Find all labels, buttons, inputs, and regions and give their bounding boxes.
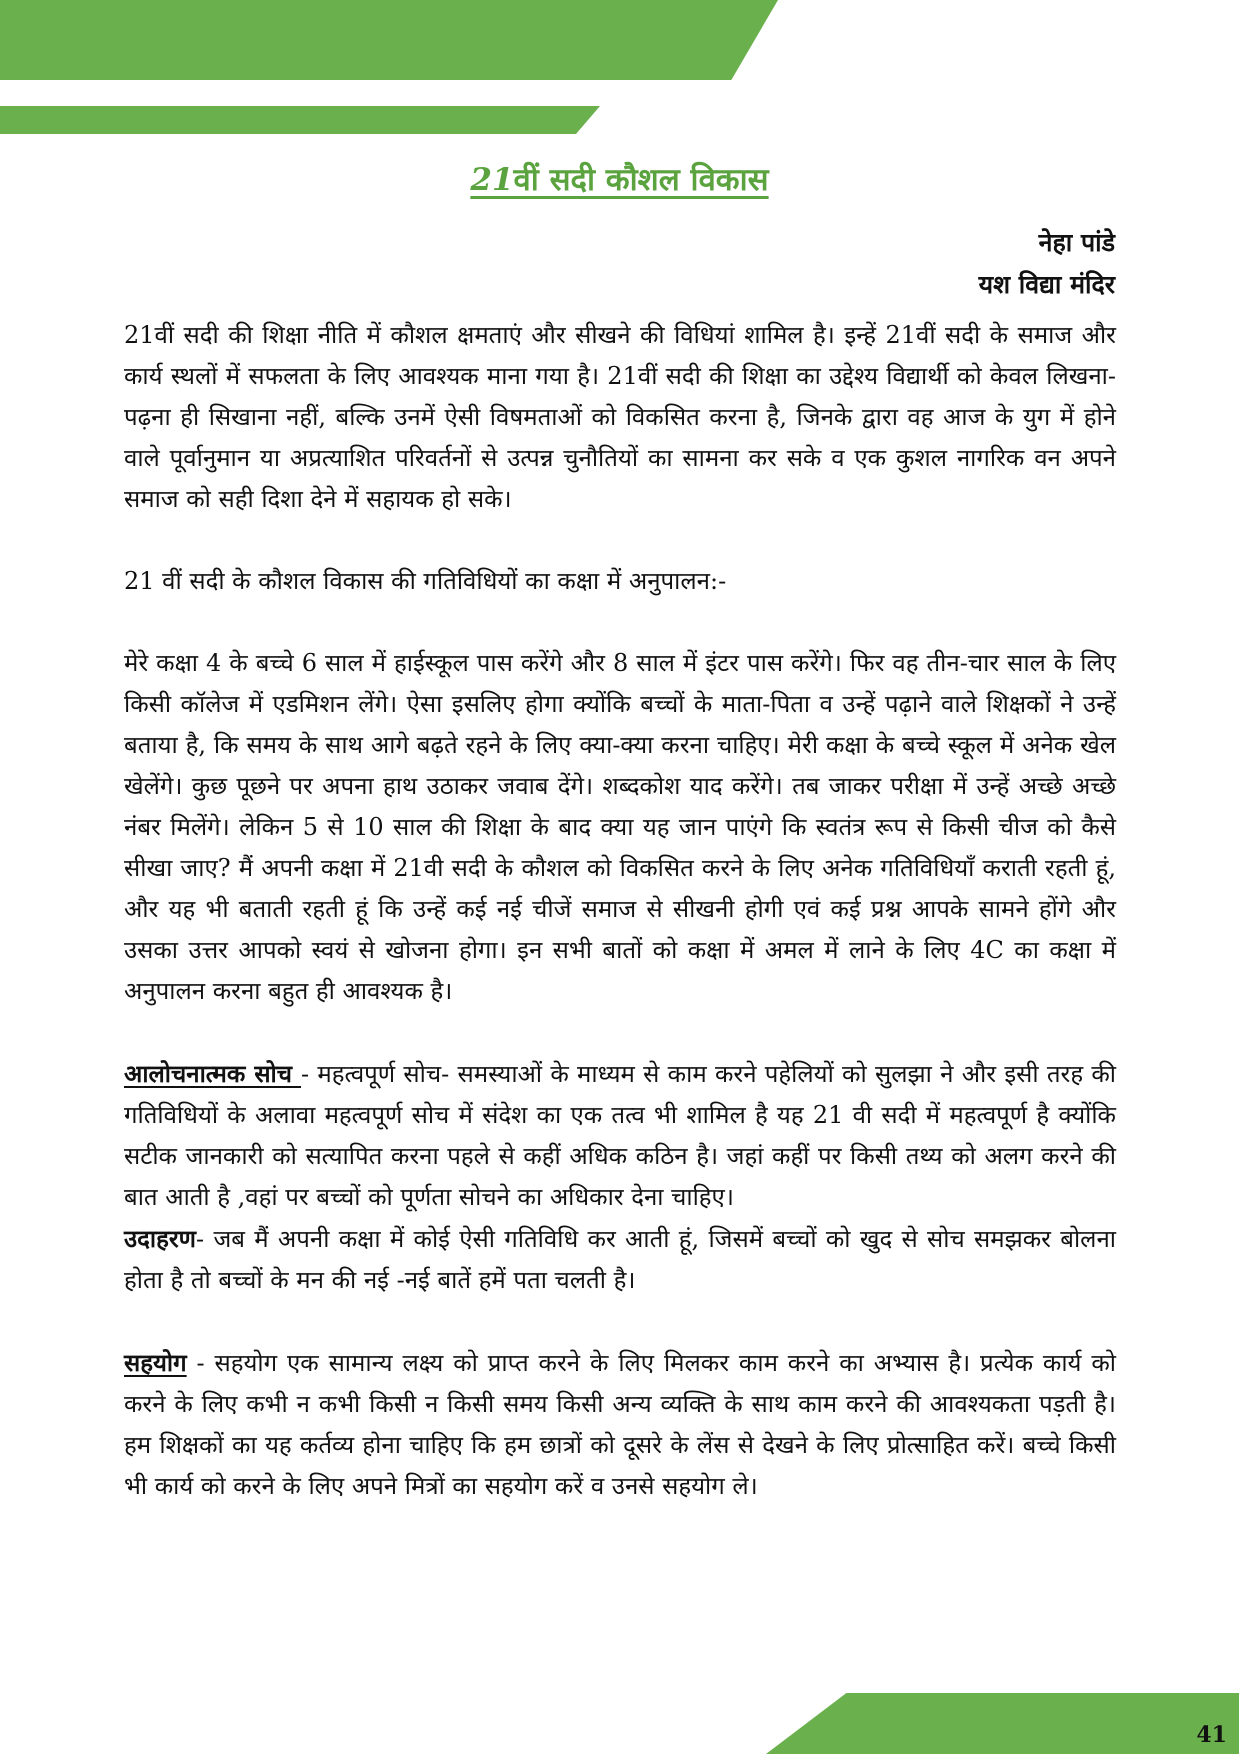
header-band-secondary: [0, 106, 600, 134]
header-band-top: [0, 0, 778, 80]
title-number: 21: [470, 162, 514, 198]
paragraph-gap: [124, 1301, 1116, 1342]
author-school: यश विद्या मंदिर: [978, 270, 1115, 299]
paragraph-gap: [124, 520, 1116, 561]
critical-thinking-term: आलोचनात्मक सोच: [124, 1059, 301, 1088]
example-term: उदाहरण: [124, 1224, 197, 1253]
author-name: नेहा पांडे: [1038, 228, 1115, 257]
author-block: [979, 222, 1115, 306]
example-text: - जब मैं अपनी कक्षा में कोई ऐसी गतिविधि कर आती हूं, जिसमें बच्चों को खुद से सोच समझकर बोलना होता है तो बच्चों के मन की नई -नई बातें हमें पता चलती है।: [124, 1225, 1116, 1294]
page-number: 41: [1196, 1722, 1227, 1748]
subheading: 21 वीं सदी के कौशल विकास की गतिविधियों का कक्षा में अनुपालन:-: [124, 567, 727, 595]
article-body: [124, 315, 1116, 1507]
example-paragraph: [124, 1218, 1116, 1301]
collaboration-text: - सहयोग एक सामान्य लक्ष्य को प्राप्त करने के लिए मिलकर काम करने का अभ्यास है। प्रत्येक कार्य को करने के लिए कभी न कभी किसी न किसी समय किसी अन्य व्यक्ति के साथ काम करने की आवश्यकता पड़ती है। हम शिक्षकों का यह कर्तव्य होना चाहिए कि हम छात्रों को दूसरे के लेंस से देखने के लिए प्रोत्साहित करें। बच्चे किसी भी कार्य को करने के लिए अपने मित्रों का सहयोग करें व उनसे सहयोग ले।: [124, 1349, 1116, 1500]
intro-paragraph: 21वीं सदी की शिक्षा नीति में कौशल क्षमताएं और सीखने की विधियां शामिल है। इन्हें 21वीं सदी के समाज और कार्य स्थलों में सफलता के लिए आवश्यक माना गया है। 21वीं सदी की शिक्षा का उद्देश्य विद्यार्थी को केवल लिखना-पढ़ना ही सिखाना नहीं, बल्कि उनमें ऐसी विषमताओं को विकसित करना है, जिनके द्वारा वह आज के युग में होने वाले पूर्वानुमान या अप्रत्याशित परिवर्तनों से उत्पन्न चुनौतियों का सामना कर सके व एक कुशल नागरिक वन अपने समाज को सही दिशा देने में सहायक हो सके।: [124, 321, 1116, 513]
classroom-paragraph: मेरे कक्षा 4 के बच्चे 6 साल में हाईस्कूल पास करेंगे और 8 साल में इंटर पास करेंगे। फिर वह तीन-चार साल के लिए किसी कॉलेज में एडमिशन लेंगे। ऐसा इसलिए होगा क्योंकि बच्चों के माता-पिता व उन्हें पढ़ाने वाले शिक्षकों ने उन्हें बताया है, कि समय के साथ आगे बढ़ते रहने के लिए क्या-क्या करना चाहिए। मेरी कक्षा के बच्चे स्कूल में अनेक खेल खेलेंगे। कुछ पूछने पर अपना हाथ उठाकर जवाब देंगे। शब्दकोश याद करेंगे। तब जाकर परीक्षा में उन्हें अच्छे अच्छे नंबर मिलेंगे। लेकिन 5 से 10 साल की शिक्षा के बाद क्या यह जान पाएंगे कि स्वतंत्र रूप से किसी चीज को कैसे सीखा जाए? मैं अपनी कक्षा में 21वी सदी के कौशल को विकसित करने के लिए अनेक गतिविधियाँ कराती रहती हूं, और यह भी बताती रहती हूं कि उन्हें कई नई चीजें समाज से सीखनी होगी एवं कई प्रश्न आपके सामने होंगे और उसका उत्तर आपको स्वयं से खोजना होगा। इन सभी बातों को कक्षा में अमल में लाने के लिए 4C का कक्षा में अनुपालन करना बहुत ही आवश्यक है।: [124, 649, 1116, 1005]
page-title: [0, 158, 1239, 200]
critical-thinking-text: - महत्वपूर्ण सोच- समस्याओं के माध्यम से काम करने पहेलियों को सुलझा ने और इसी तरह की गतिविधियों के अलावा महत्वपूर्ण सोच में संदेश का एक तत्व भी शामिल है यह 21 वी सदी में महत्वपूर्ण है क्योंकि सटीक जानकारी को सत्यापित करना पहले से कहीं अधिक कठिन है। जहां कहीं पर किसी तथ्य को अलग करने की बात आती है ,वहां पर बच्चों को पूर्णता सोचने का अधिकार देना चाहिए।: [124, 1060, 1116, 1211]
footer-band: [766, 1693, 1239, 1754]
paragraph-gap: [124, 602, 1116, 643]
critical-thinking-paragraph: [124, 1053, 1116, 1218]
collaboration-paragraph: [124, 1342, 1116, 1507]
title-text: वीं सदी कौशल विकास: [513, 162, 769, 198]
paragraph-gap: [124, 1012, 1116, 1053]
collaboration-term: सहयोग: [124, 1348, 187, 1377]
